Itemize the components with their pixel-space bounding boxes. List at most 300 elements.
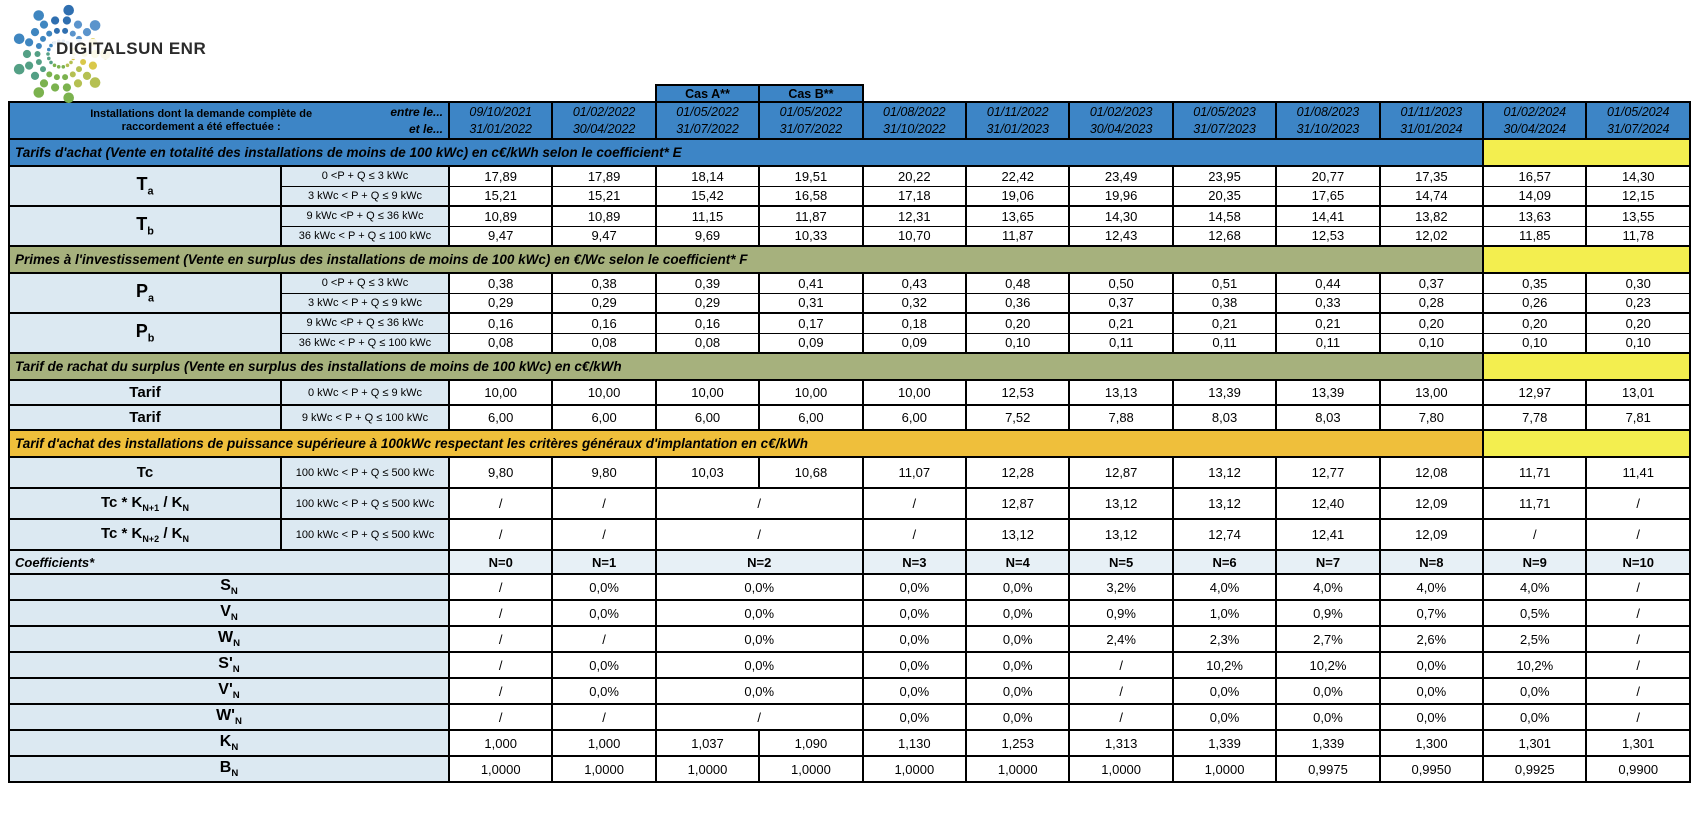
section-highlight-tail bbox=[1483, 139, 1690, 166]
tariff-value: 0,10 bbox=[1483, 333, 1586, 353]
tariff-value: 10,68 bbox=[759, 457, 862, 488]
coefficient-value: 1,037 bbox=[656, 730, 759, 756]
tariff-value: 13,39 bbox=[1276, 380, 1379, 405]
period-column-header bbox=[863, 102, 966, 139]
period-to: 31/01/2023 bbox=[986, 121, 1050, 136]
tariff-value: 23,95 bbox=[1173, 166, 1276, 186]
tariff-value: 9,47 bbox=[552, 226, 655, 246]
coefficient-label: $B_N$ bbox=[9, 756, 449, 782]
period-from: 01/08/2022 bbox=[883, 104, 946, 119]
tariff-value: 15,21 bbox=[449, 186, 552, 206]
coefficient-value: / bbox=[1586, 704, 1690, 730]
period-from: 01/05/2022 bbox=[779, 104, 843, 119]
coefficient-value: 0,0% bbox=[656, 678, 863, 704]
coefficient-value: / bbox=[449, 678, 552, 704]
coefficient-value: 0,0% bbox=[1483, 704, 1586, 730]
coefficient-column-header: N=2 bbox=[656, 550, 863, 574]
coefficient-value: 2,4% bbox=[1069, 626, 1172, 652]
row-label: Tarif bbox=[9, 405, 281, 430]
row-label: Tc * $K_{N+1} / K_N$ bbox=[9, 488, 281, 519]
coefficient-value: 0,0% bbox=[552, 652, 655, 678]
tariff-value: 17,18 bbox=[863, 186, 966, 206]
tariff-value: 13,12 bbox=[966, 519, 1069, 550]
coefficient-value: 1,130 bbox=[863, 730, 966, 756]
coefficient-column-header: N=5 bbox=[1069, 550, 1172, 574]
coefficient-column-header: N=4 bbox=[966, 550, 1069, 574]
tariff-value: 13,55 bbox=[1586, 206, 1690, 226]
tariff-value: 0,37 bbox=[1380, 273, 1483, 293]
tariff-value: 14,41 bbox=[1276, 206, 1379, 226]
coefficient-value: 1,090 bbox=[759, 730, 862, 756]
coefficient-value: 0,9925 bbox=[1483, 756, 1586, 782]
row-label: $T_b$ bbox=[9, 206, 281, 246]
tariff-value: 0,23 bbox=[1586, 293, 1690, 313]
section-title: Primes à l'investissement (Vente en surplus des installations de moins de 100 kWc) en €/Wc selon le coefficient* F bbox=[9, 246, 1483, 273]
tariff-value: 14,30 bbox=[1069, 206, 1172, 226]
tariff-value: 6,00 bbox=[449, 405, 552, 430]
tariff-value: 19,06 bbox=[966, 186, 1069, 206]
tariff-value: 13,13 bbox=[1069, 380, 1172, 405]
coefficient-value: / bbox=[449, 574, 552, 600]
tariff-value: 0,37 bbox=[1069, 293, 1172, 313]
power-range: 100 kWc < P + Q ≤ 500 kWc bbox=[281, 488, 449, 519]
period-to: 31/01/2024 bbox=[1400, 121, 1463, 136]
period-from: 01/11/2023 bbox=[1400, 104, 1463, 119]
tariff-value: 12,43 bbox=[1069, 226, 1172, 246]
tariff-value: 0,20 bbox=[1380, 313, 1483, 333]
tariff-value: 9,69 bbox=[656, 226, 759, 246]
coefficient-value: 1,300 bbox=[1380, 730, 1483, 756]
coefficient-column-header: N=10 bbox=[1586, 550, 1690, 574]
tariff-value: 20,35 bbox=[1173, 186, 1276, 206]
tariff-value: 0,48 bbox=[966, 273, 1069, 293]
corner-description-line1: Installations dont la demande complète de bbox=[90, 107, 313, 120]
tariff-value: 11,71 bbox=[1483, 488, 1586, 519]
entre-le-label: entre le... bbox=[390, 104, 443, 119]
period-to: 31/07/2024 bbox=[1606, 121, 1670, 136]
coefficient-value: 0,5% bbox=[1483, 600, 1586, 626]
tariff-value: 12,68 bbox=[1173, 226, 1276, 246]
period-column-header bbox=[1276, 102, 1379, 139]
tariff-value: 0,10 bbox=[1586, 333, 1690, 353]
coefficient-value: 1,000 bbox=[552, 730, 655, 756]
tariff-value: 10,00 bbox=[552, 380, 655, 405]
tariff-value: 13,12 bbox=[1069, 488, 1172, 519]
tariff-table bbox=[8, 84, 1691, 783]
tariff-value: 6,00 bbox=[656, 405, 759, 430]
section-title: Tarif d'achat des installations de puissance supérieure à 100kWc respectant les critères généraux d'implantation en c€/kWh bbox=[9, 430, 1483, 457]
tariff-value: 10,33 bbox=[759, 226, 862, 246]
tariff-value: 8,03 bbox=[1276, 405, 1379, 430]
coefficient-value: 1,0000 bbox=[966, 756, 1069, 782]
coefficient-value: 0,0% bbox=[552, 574, 655, 600]
coefficient-value: 0,0% bbox=[863, 704, 966, 730]
tariff-value: 23,49 bbox=[1069, 166, 1172, 186]
tariff-value: 13,63 bbox=[1483, 206, 1586, 226]
tariff-value: / bbox=[656, 519, 863, 550]
tariff-value: 0,38 bbox=[552, 273, 655, 293]
coefficient-label: $K_N$ bbox=[9, 730, 449, 756]
tariff-value: 12,09 bbox=[1380, 519, 1483, 550]
tariff-value: 7,52 bbox=[966, 405, 1069, 430]
coefficient-value: / bbox=[1586, 678, 1690, 704]
coefficient-value: 0,9% bbox=[1069, 600, 1172, 626]
coefficient-value: 1,0000 bbox=[656, 756, 759, 782]
coefficient-value: 0,0% bbox=[1173, 678, 1276, 704]
coefficient-value: 1,0% bbox=[1173, 600, 1276, 626]
coefficient-value: / bbox=[449, 704, 552, 730]
period-to: 30/04/2024 bbox=[1503, 121, 1567, 136]
tariff-value: 13,12 bbox=[1173, 488, 1276, 519]
power-range: 36 kWc < P + Q ≤ 100 kWc bbox=[281, 226, 449, 246]
coefficient-value: 2,5% bbox=[1483, 626, 1586, 652]
coefficient-value: / bbox=[449, 600, 552, 626]
coefficient-value: 0,0% bbox=[1173, 704, 1276, 730]
coefficient-value: 0,0% bbox=[552, 678, 655, 704]
tariff-value: 12,08 bbox=[1380, 457, 1483, 488]
period-to: 30/04/2023 bbox=[1089, 121, 1153, 136]
coefficient-value: 4,0% bbox=[1380, 574, 1483, 600]
period-column-header bbox=[1069, 102, 1172, 139]
tariff-value: 14,09 bbox=[1483, 186, 1586, 206]
tariff-value: 11,87 bbox=[759, 206, 862, 226]
coefficient-value: / bbox=[1586, 652, 1690, 678]
coefficient-value: 2,7% bbox=[1276, 626, 1379, 652]
tariff-value: 12,02 bbox=[1380, 226, 1483, 246]
tariff-value: 0,32 bbox=[863, 293, 966, 313]
tariff-value: 0,20 bbox=[1586, 313, 1690, 333]
tariff-value: / bbox=[863, 519, 966, 550]
cas-a-label: Cas A** bbox=[656, 85, 759, 102]
period-column-header bbox=[552, 102, 655, 139]
period-column-header bbox=[1483, 102, 1586, 139]
tariff-value: 20,77 bbox=[1276, 166, 1379, 186]
coefficient-value: / bbox=[449, 652, 552, 678]
period-from: 01/08/2023 bbox=[1296, 104, 1360, 119]
coefficient-value: 1,0000 bbox=[863, 756, 966, 782]
coefficient-value: 0,0% bbox=[966, 600, 1069, 626]
power-range: 9 kWc <P + Q ≤ 36 kWc bbox=[281, 313, 449, 333]
coefficient-value: 0,0% bbox=[863, 678, 966, 704]
tariff-value: 18,14 bbox=[656, 166, 759, 186]
coefficient-value: 10,2% bbox=[1483, 652, 1586, 678]
tariff-value: 10,89 bbox=[449, 206, 552, 226]
tariff-value: 15,42 bbox=[656, 186, 759, 206]
table-corner-header bbox=[9, 102, 449, 139]
coefficient-value: 1,0000 bbox=[1069, 756, 1172, 782]
tariff-value: 13,82 bbox=[1380, 206, 1483, 226]
coefficient-value: 1,000 bbox=[449, 730, 552, 756]
tariff-value: 22,42 bbox=[966, 166, 1069, 186]
coefficient-value: 4,0% bbox=[1483, 574, 1586, 600]
coefficient-value: / bbox=[1586, 574, 1690, 600]
power-range: 0 <P + Q ≤ 3 kWc bbox=[281, 166, 449, 186]
tariff-value: 0,11 bbox=[1069, 333, 1172, 353]
tariff-value: 12,31 bbox=[863, 206, 966, 226]
tariff-value: 10,00 bbox=[449, 380, 552, 405]
tariff-value: 11,87 bbox=[966, 226, 1069, 246]
tariff-value: 0,16 bbox=[656, 313, 759, 333]
coefficient-value: 10,2% bbox=[1173, 652, 1276, 678]
coefficient-value: 10,2% bbox=[1276, 652, 1379, 678]
corner-description-line2: raccordement a été effectuée : bbox=[121, 120, 281, 133]
coefficient-value: / bbox=[1069, 704, 1172, 730]
tariff-value: 0,50 bbox=[1069, 273, 1172, 293]
tariff-value: 13,00 bbox=[1380, 380, 1483, 405]
tariff-value: 12,41 bbox=[1276, 519, 1379, 550]
coefficient-value: 0,0% bbox=[656, 574, 863, 600]
row-label: $T_a$ bbox=[9, 166, 281, 206]
power-range: 36 kWc < P + Q ≤ 100 kWc bbox=[281, 333, 449, 353]
coefficients-section-label: Coefficients* bbox=[9, 550, 449, 574]
coefficient-column-header: N=1 bbox=[552, 550, 655, 574]
tariff-value: 14,30 bbox=[1586, 166, 1690, 186]
tariff-value: 0,28 bbox=[1380, 293, 1483, 313]
power-range: 100 kWc < P + Q ≤ 500 kWc bbox=[281, 519, 449, 550]
period-column-header bbox=[759, 102, 862, 139]
tariff-value: 0,41 bbox=[759, 273, 862, 293]
tariff-value: 0,29 bbox=[449, 293, 552, 313]
coefficient-label: $S_N$ bbox=[9, 574, 449, 600]
tariff-value: 0,18 bbox=[863, 313, 966, 333]
coefficient-label: $S'_N$ bbox=[9, 652, 449, 678]
tariff-value: 12,15 bbox=[1586, 186, 1690, 206]
coefficient-value: 0,0% bbox=[1276, 678, 1379, 704]
tariff-value: 6,00 bbox=[552, 405, 655, 430]
coefficient-value: 1,339 bbox=[1276, 730, 1379, 756]
coefficient-value: 0,0% bbox=[1276, 704, 1379, 730]
tariff-value: 8,03 bbox=[1173, 405, 1276, 430]
tariff-value: / bbox=[449, 519, 552, 550]
period-from: 01/05/2024 bbox=[1606, 104, 1670, 119]
coefficient-value: 0,0% bbox=[552, 600, 655, 626]
tariff-value: 10,89 bbox=[552, 206, 655, 226]
tariff-value: 16,57 bbox=[1483, 166, 1586, 186]
tariff-value: 0,11 bbox=[1173, 333, 1276, 353]
tariff-value: 10,03 bbox=[656, 457, 759, 488]
tariff-value: 10,00 bbox=[656, 380, 759, 405]
coefficient-value: 0,0% bbox=[1380, 704, 1483, 730]
period-from: 01/05/2022 bbox=[676, 104, 739, 119]
tariff-value: 0,33 bbox=[1276, 293, 1379, 313]
coefficient-column-header: N=3 bbox=[863, 550, 966, 574]
tariff-value: 19,96 bbox=[1069, 186, 1172, 206]
section-title: Tarifs d'achat (Vente en totalité des installations de moins de 100 kWc) en c€/kWh selon le coefficient* E bbox=[9, 139, 1483, 166]
tariff-value: 0,29 bbox=[552, 293, 655, 313]
tariff-value: 11,15 bbox=[656, 206, 759, 226]
period-column-header bbox=[656, 102, 759, 139]
tariff-value: 13,12 bbox=[1069, 519, 1172, 550]
tariff-value: 0,31 bbox=[759, 293, 862, 313]
period-column-header bbox=[1173, 102, 1276, 139]
coefficient-value: 4,0% bbox=[1173, 574, 1276, 600]
power-range: 3 kWc < P + Q ≤ 9 kWc bbox=[281, 293, 449, 313]
tariff-value: 12,97 bbox=[1483, 380, 1586, 405]
tariff-value: 0,17 bbox=[759, 313, 862, 333]
period-column-header bbox=[449, 102, 552, 139]
tariff-value: / bbox=[863, 488, 966, 519]
tariff-value: / bbox=[552, 519, 655, 550]
coefficient-value: 0,9950 bbox=[1380, 756, 1483, 782]
tariff-value: 9,80 bbox=[449, 457, 552, 488]
coefficient-value: 0,9900 bbox=[1586, 756, 1690, 782]
tariff-value: 10,00 bbox=[759, 380, 862, 405]
et-le-label: et le... bbox=[408, 121, 443, 136]
tariff-value: 12,28 bbox=[966, 457, 1069, 488]
power-range: 3 kWc < P + Q ≤ 9 kWc bbox=[281, 186, 449, 206]
tariff-value: 12,87 bbox=[1069, 457, 1172, 488]
coefficient-value: 4,0% bbox=[1276, 574, 1379, 600]
tariff-value: 0,35 bbox=[1483, 273, 1586, 293]
tariff-value: 7,88 bbox=[1069, 405, 1172, 430]
coefficient-value: 1,0000 bbox=[449, 756, 552, 782]
power-range: 0 <P + Q ≤ 3 kWc bbox=[281, 273, 449, 293]
power-range: 0 kWc < P + Q ≤ 9 kWc bbox=[281, 380, 449, 405]
tariff-value: 19,51 bbox=[759, 166, 862, 186]
tariff-value: 12,09 bbox=[1380, 488, 1483, 519]
tariff-value: 0,51 bbox=[1173, 273, 1276, 293]
tariff-value: 0,10 bbox=[1380, 333, 1483, 353]
tariff-value: 6,00 bbox=[863, 405, 966, 430]
coefficient-value: 1,0000 bbox=[552, 756, 655, 782]
period-from: 09/10/2021 bbox=[469, 104, 532, 119]
brand-name: DIGITALSUN ENR bbox=[53, 39, 209, 59]
tariff-value: 16,58 bbox=[759, 186, 862, 206]
coefficient-value: 1,0000 bbox=[759, 756, 862, 782]
coefficient-value: 0,0% bbox=[863, 600, 966, 626]
date-range-labels bbox=[390, 104, 446, 138]
tariff-value: 11,78 bbox=[1586, 226, 1690, 246]
coefficient-value: 0,0% bbox=[656, 600, 863, 626]
coefficient-value: 1,301 bbox=[1586, 730, 1690, 756]
tariff-value: 0,10 bbox=[966, 333, 1069, 353]
tariff-value: 11,85 bbox=[1483, 226, 1586, 246]
tariff-value: 7,81 bbox=[1586, 405, 1690, 430]
period-to: 31/10/2022 bbox=[883, 121, 946, 136]
tariff-value: 0,11 bbox=[1276, 333, 1379, 353]
coefficient-value: / bbox=[552, 704, 655, 730]
coefficient-value: 0,9% bbox=[1276, 600, 1379, 626]
tariff-value: 0,38 bbox=[449, 273, 552, 293]
coefficient-value: / bbox=[1586, 626, 1690, 652]
tariff-value: 13,39 bbox=[1173, 380, 1276, 405]
tariff-value: 20,22 bbox=[863, 166, 966, 186]
period-column-header bbox=[1380, 102, 1483, 139]
coefficient-value: / bbox=[1069, 652, 1172, 678]
corner-description bbox=[12, 108, 390, 134]
coefficient-column-header: N=9 bbox=[1483, 550, 1586, 574]
coefficient-label: $V_N$ bbox=[9, 600, 449, 626]
tariff-value: 12,53 bbox=[966, 380, 1069, 405]
section-highlight-tail bbox=[1483, 353, 1690, 380]
row-label: Tc * $K_{N+2} / K_N$ bbox=[9, 519, 281, 550]
tariff-value: 0,30 bbox=[1586, 273, 1690, 293]
coefficient-value: 0,0% bbox=[966, 574, 1069, 600]
tariff-value: 0,26 bbox=[1483, 293, 1586, 313]
period-to: 30/04/2022 bbox=[572, 121, 636, 136]
coefficient-value: 0,0% bbox=[656, 626, 863, 652]
coefficient-value: 1,339 bbox=[1173, 730, 1276, 756]
coefficient-value: 0,0% bbox=[966, 704, 1069, 730]
period-from: 01/11/2022 bbox=[986, 104, 1049, 119]
tariff-value: 14,74 bbox=[1380, 186, 1483, 206]
tariff-value: 12,74 bbox=[1173, 519, 1276, 550]
tariff-value: 7,80 bbox=[1380, 405, 1483, 430]
coefficient-value: 0,0% bbox=[1380, 652, 1483, 678]
period-to: 31/07/2022 bbox=[676, 121, 739, 136]
tariff-value: 13,01 bbox=[1586, 380, 1690, 405]
coefficient-value: 0,0% bbox=[966, 678, 1069, 704]
power-range: 9 kWc <P + Q ≤ 36 kWc bbox=[281, 206, 449, 226]
tariff-value: 0,20 bbox=[966, 313, 1069, 333]
tariff-value: 9,80 bbox=[552, 457, 655, 488]
tariff-value: / bbox=[1586, 519, 1690, 550]
coefficient-value: 2,3% bbox=[1173, 626, 1276, 652]
tariff-value: 0,08 bbox=[552, 333, 655, 353]
coefficient-value: 0,0% bbox=[966, 652, 1069, 678]
coefficient-value: / bbox=[1586, 600, 1690, 626]
coefficient-value: 0,0% bbox=[863, 574, 966, 600]
coefficient-value: 0,0% bbox=[863, 626, 966, 652]
tariff-value: 17,89 bbox=[552, 166, 655, 186]
tariff-value: 12,53 bbox=[1276, 226, 1379, 246]
tariff-value: 0,44 bbox=[1276, 273, 1379, 293]
tariff-value: 13,12 bbox=[1173, 457, 1276, 488]
tariff-value: 0,36 bbox=[966, 293, 1069, 313]
coefficient-value: / bbox=[1069, 678, 1172, 704]
tariff-value: 10,00 bbox=[863, 380, 966, 405]
tariff-value: 0,09 bbox=[863, 333, 966, 353]
coefficient-column-header: N=6 bbox=[1173, 550, 1276, 574]
coefficient-value: 2,6% bbox=[1380, 626, 1483, 652]
cas-b-label: Cas B** bbox=[759, 85, 862, 102]
period-column-header bbox=[966, 102, 1069, 139]
coefficient-label: $W'_N$ bbox=[9, 704, 449, 730]
tariff-value: 0,21 bbox=[1276, 313, 1379, 333]
coefficient-value: / bbox=[552, 626, 655, 652]
period-from: 01/02/2023 bbox=[1089, 104, 1153, 119]
coefficient-value: / bbox=[656, 704, 863, 730]
period-to: 31/10/2023 bbox=[1296, 121, 1360, 136]
tariff-value: 0,38 bbox=[1173, 293, 1276, 313]
tariff-value: 15,21 bbox=[552, 186, 655, 206]
period-to: 31/01/2022 bbox=[469, 121, 532, 136]
coefficient-value: 1,301 bbox=[1483, 730, 1586, 756]
coefficient-label: $W_N$ bbox=[9, 626, 449, 652]
coefficient-value: 1,313 bbox=[1069, 730, 1172, 756]
coefficient-value: 0,0% bbox=[1483, 678, 1586, 704]
period-to: 31/07/2023 bbox=[1193, 121, 1256, 136]
tariff-value: 0,29 bbox=[656, 293, 759, 313]
tariff-value: 0,20 bbox=[1483, 313, 1586, 333]
tariff-value: 0,08 bbox=[449, 333, 552, 353]
tariff-value: / bbox=[449, 488, 552, 519]
coefficient-value: 0,0% bbox=[1380, 678, 1483, 704]
tariff-value: 0,39 bbox=[656, 273, 759, 293]
coefficient-label: $V'_N$ bbox=[9, 678, 449, 704]
coefficient-column-header: N=7 bbox=[1276, 550, 1379, 574]
tariff-value: 0,16 bbox=[449, 313, 552, 333]
coefficient-value: 0,0% bbox=[656, 652, 863, 678]
tariff-value: 0,09 bbox=[759, 333, 862, 353]
coefficient-column-header: N=8 bbox=[1380, 550, 1483, 574]
row-label: $P_b$ bbox=[9, 313, 281, 353]
coefficient-value: 1,0000 bbox=[1173, 756, 1276, 782]
coefficient-value: 0,0% bbox=[966, 626, 1069, 652]
tariff-value: 12,87 bbox=[966, 488, 1069, 519]
coefficient-value: 1,253 bbox=[966, 730, 1069, 756]
tariff-value: 0,43 bbox=[863, 273, 966, 293]
